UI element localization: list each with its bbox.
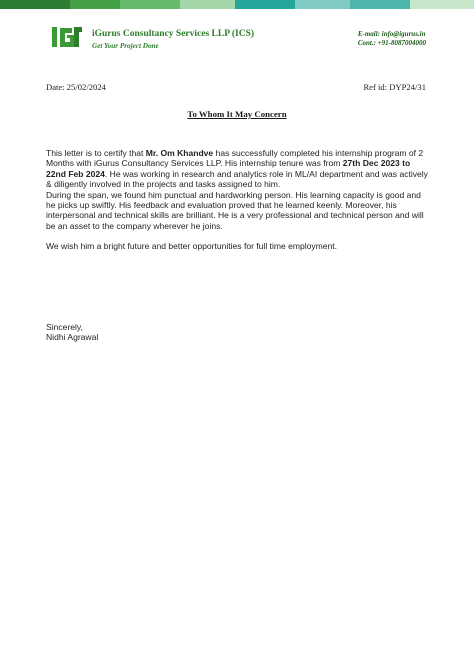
body-text: . He was working in research and analytics role in ML/AI department and was actively & diligently involved in the projects and tasks assigned to him. <box>46 168 428 190</box>
header-color-bar <box>0 0 474 9</box>
letter-body <box>46 148 430 252</box>
contact-email: E-mail: info@igurus.in <box>357 30 426 38</box>
color-bar-segment <box>180 0 235 9</box>
paragraph-wishes: We wish him a bright future and better opportunities for full time employment. <box>46 241 338 252</box>
contact-phone: Cont.: +91-8087004000 <box>357 39 426 47</box>
company-tagline: Get Your Project Done <box>92 42 159 50</box>
body-text: This letter is to certify that <box>46 148 146 158</box>
signatory-name: Nidhi Agrawal <box>46 332 99 343</box>
contact-info <box>358 30 426 48</box>
company-name: iGurus Consultancy Services LLP (ICS) <box>92 29 255 39</box>
color-bar-segment <box>350 0 410 9</box>
color-bar-segment <box>410 0 474 9</box>
company-logo-icon <box>52 25 82 49</box>
closing: Sincerely, <box>46 322 83 332</box>
letter-date: Date: 25/02/2024 <box>46 82 106 92</box>
color-bar-segment <box>120 0 180 9</box>
paragraph-certification <box>46 148 430 190</box>
reference-id: Ref id: DYP24/31 <box>363 82 426 92</box>
color-bar-segment <box>235 0 295 9</box>
signoff <box>46 322 98 343</box>
internship-dates: 27th Dec 2023 to 22nd Feb 2024 <box>46 158 411 179</box>
intern-name: Mr. Om Khandve <box>145 148 214 158</box>
paragraph-evaluation: During the span, we found him punctual and hardworking person. His learning capacity is good and he picks up swiftly. His feedback and evaluation proved that he learned keenly. Moreover, his interpersonal and technical skills are brilliant. He is a very professional and technical person and will be an asset to the company wherever he joins. <box>46 189 424 231</box>
color-bar-segment <box>70 0 120 9</box>
color-bar-segment <box>0 0 70 9</box>
body-text: has successfully completed his internship program of 2 Months with iGurus Consultancy Services LLP. His internship tenure was from <box>46 148 424 169</box>
color-bar-segment <box>295 0 350 9</box>
letter-subject <box>0 109 474 119</box>
subject-text: To Whom It May Concern <box>187 109 287 119</box>
